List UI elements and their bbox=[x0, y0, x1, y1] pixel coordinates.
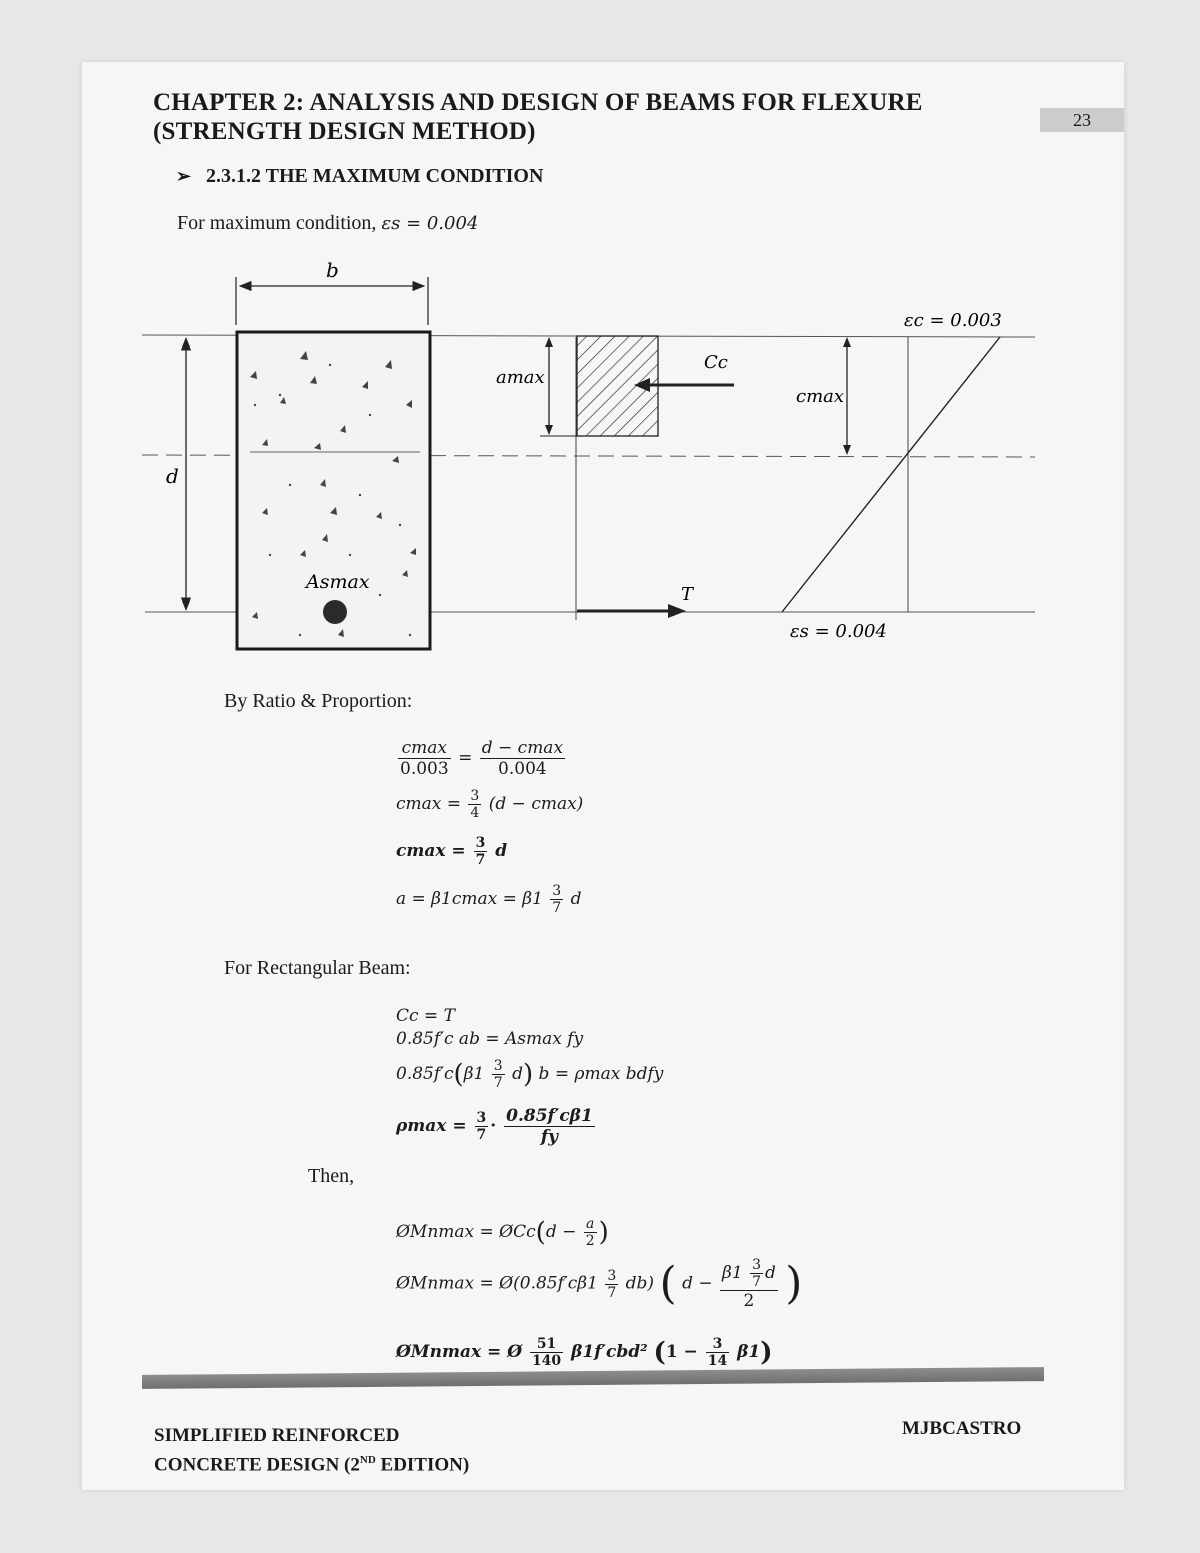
strain-profile-line bbox=[782, 337, 1000, 612]
moment-equation-2: ØMnmax = Ø(0.85f′cβ1 $\frac{3}{7}$ db) ( d − β1 $\frac{3}{7}$ d 2 ) bbox=[396, 1257, 803, 1311]
ratio-heading: By Ratio & Proportion: bbox=[224, 690, 413, 712]
section-heading bbox=[176, 165, 543, 188]
beam-figure bbox=[130, 255, 1050, 665]
label-d: d bbox=[166, 464, 179, 488]
arrow-bullet-icon: ➢ bbox=[176, 166, 192, 186]
label-ec: εc = 0.003 bbox=[904, 310, 1002, 331]
chapter-title-line2: (STRENGTH DESIGN METHOD) bbox=[153, 118, 536, 145]
label-t: T bbox=[681, 584, 694, 605]
ratio-equation-2: cmax = $\frac{3}{4}$ (d − cmax) bbox=[396, 788, 584, 821]
label-asmax: Asmax bbox=[306, 571, 370, 593]
rect-equation-3: 0.85f′c(β1 $\frac{3}{7}$ d) b = ρmax bdfy bbox=[396, 1058, 664, 1091]
chapter-title bbox=[153, 88, 973, 146]
footer-book-title-line2: CONCRETE DESIGN (2ND EDITION) bbox=[154, 1454, 470, 1476]
label-amax: amax bbox=[496, 367, 545, 388]
rect-equation-4: ρmax = $\frac{3}{7}$ · $\frac{0.85f'c\beta 1}{fy}$ bbox=[396, 1106, 593, 1147]
label-cmax: cmax bbox=[796, 386, 845, 407]
intro-text bbox=[177, 212, 478, 235]
section-title: 2.3.1.2 THE MAXIMUM CONDITION bbox=[206, 165, 544, 187]
moment-equation-1: ØMnmax = ØCc(d − $\frac{a}{2}$ ) bbox=[396, 1216, 609, 1249]
moment-equation-3: ØMnmax = Ø $\frac{51}{140}$ β1f′cbd² (1 − $\frac{3}{14}$ β1) bbox=[396, 1336, 773, 1369]
ratio-equation-1: $\frac{cmax}{0.003}$ = $\frac{d - cmax}{0.004}$ bbox=[400, 738, 564, 779]
rect-equation-1: Cc = T bbox=[396, 1006, 455, 1026]
footer-book-title-line1: SIMPLIFIED REINFORCED bbox=[154, 1425, 400, 1446]
footer-author: MJBCASTRO bbox=[902, 1418, 1022, 1439]
intro-condition: εs = 0.004 bbox=[381, 213, 479, 234]
label-es: εs = 0.004 bbox=[790, 621, 887, 642]
steel-bar bbox=[323, 600, 347, 624]
chapter-title-line1: CHAPTER 2: ANALYSIS AND DESIGN OF BEAMS FOR FLEXURE bbox=[153, 89, 923, 116]
ratio-equation-4: a = β1cmax = β1 $\frac{3}{7}$ d bbox=[396, 883, 582, 916]
ratio-equation-3: cmax = $\frac{3}{7}$ d bbox=[396, 835, 508, 868]
footer-book-title bbox=[154, 1424, 469, 1477]
then-heading: Then, bbox=[308, 1165, 355, 1187]
rect-equation-2: 0.85f′c ab = Asmax fy bbox=[396, 1029, 584, 1049]
page-number: 23 bbox=[1040, 108, 1124, 132]
rect-heading: For Rectangular Beam: bbox=[224, 957, 411, 979]
intro-label: For maximum condition, bbox=[177, 212, 382, 234]
label-b: b bbox=[326, 258, 339, 282]
label-cc: Cc bbox=[704, 352, 728, 373]
